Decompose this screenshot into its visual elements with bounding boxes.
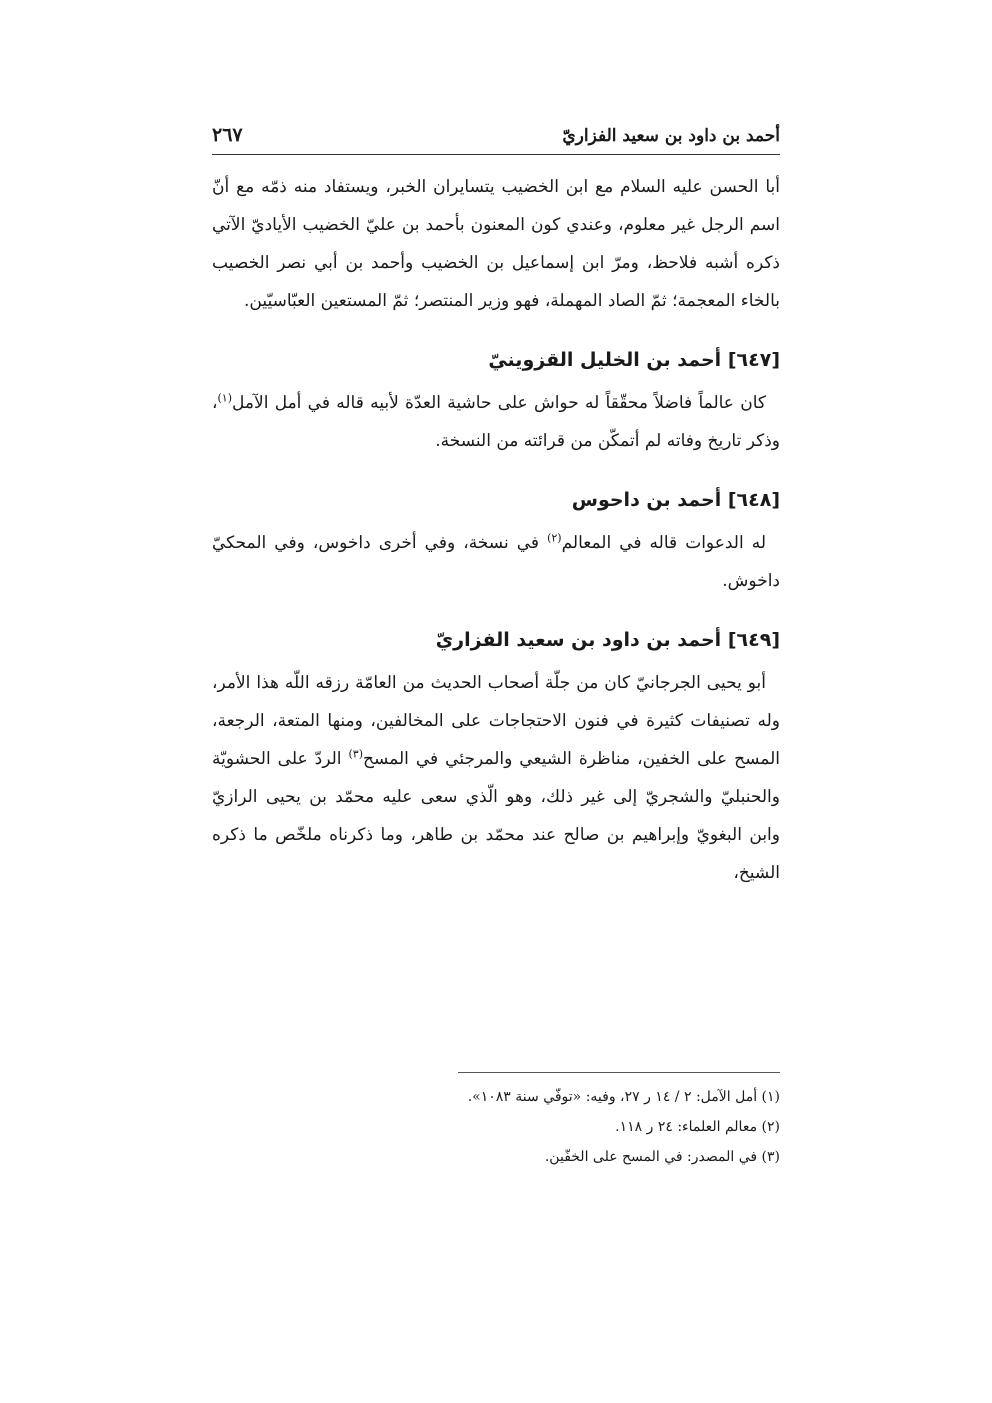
intro-paragraph: أبا الحسن عليه السلام مع ابن الخضيب يتسايران الخبر، ويستفاد منه ذمّه مع أنّ اسم الرجل غير معلوم، وعندي كون المعنون بأحمد بن عليّ الخضيب الأياديّ الآتي ذكره أشبه فلاحظ، ومرّ ابن إسماعيل بن الخضيب وأحمد بن أبي نصر الخصيب بالخاء المعجمة؛ ثمّ الصاد المهملة، فهو وزير المنتصر؛ ثمّ المستعين العبّاسيّين. <box>212 177 780 311</box>
entry-648-title: أحمد بن داحوس <box>571 489 722 511</box>
entry-648-text-part2: في نسخة، وفي أخرى داخوس، وفي المحكيّ داخوش. <box>212 533 780 591</box>
footnote-ref-2[interactable]: (٢) <box>547 531 562 545</box>
main-text <box>212 168 780 892</box>
entry-649-title: أحمد بن داود بن سعيد الفزاريّ <box>435 629 722 651</box>
footnote-ref-1[interactable]: (١) <box>217 391 233 405</box>
page-number: ٢٦٧ <box>212 124 243 146</box>
footnotes <box>212 1082 780 1172</box>
entry-647-title: أحمد بن الخليل القزوينيّ <box>488 349 722 371</box>
footnote-2: (٢) معالم العلماء: ٢٤ ر ١١٨. <box>615 1119 780 1135</box>
entry-648-text-part1: له الدعوات قاله في المعالم <box>561 533 767 553</box>
page-header <box>212 120 780 156</box>
entry-649-text-part2: الردّ على الحشويّة والحنبليّ والشجريّ إلى غير ذلك، وهو الّذي سعى عليه محمّد بن يحيى الرازيّ وابن البغويّ وإبراهيم بن صالح عند محمّد بن طاهر، وما ذكرناه ملخّص ما ذكره الشيخ، <box>212 749 780 883</box>
entry-648-number: [٦٤٨] <box>727 489 780 511</box>
entry-649-number: [٦٤٩] <box>727 629 780 651</box>
entry-647-number: [٦٤٧] <box>727 349 780 371</box>
entry-647-text-part1: كان عالماً فاضلاً محقّقاً له حواش على حاشية العدّة لأبيه قاله في أمل الآمل <box>232 393 766 413</box>
entry-649-text <box>212 664 780 892</box>
footnote-3: (٣) في المصدر: في المسح على الخفّين. <box>544 1149 780 1165</box>
footnote-rule <box>458 1072 780 1073</box>
entry-648-text <box>212 524 780 600</box>
entry-648-heading <box>212 482 780 518</box>
header-rule <box>212 154 780 155</box>
footnote-ref-3[interactable]: (٣) <box>348 747 363 761</box>
footnote-1: (١) أمل الآمل: ٢ / ١٤ ر ٢٧، وفيه: «توفّي سنة ١٠٨٣». <box>467 1089 780 1105</box>
running-title: أحمد بن داود بن سعيد الفزاريّ <box>562 126 780 146</box>
entry-647-heading <box>212 342 780 378</box>
entry-647-text-part2: ، وذكر تاريخ وفاته لم أتمكّن من قرائته من النسخة. <box>212 393 780 451</box>
entry-647-text <box>212 384 780 460</box>
entry-649-text-part1: أبو يحيى الجرجانيّ كان من جلّة أصحاب الحديث من العامّة رزقه اللّه هذا الأمر، وله تصنيفات كثيرة في فنون الاحتجاجات على المخالفين، ومنها المتعة، الرجعة، المسح على الخفين، مناظرة الشيعي والمرجئي في المسح <box>212 673 780 769</box>
entry-649-heading <box>212 622 780 658</box>
